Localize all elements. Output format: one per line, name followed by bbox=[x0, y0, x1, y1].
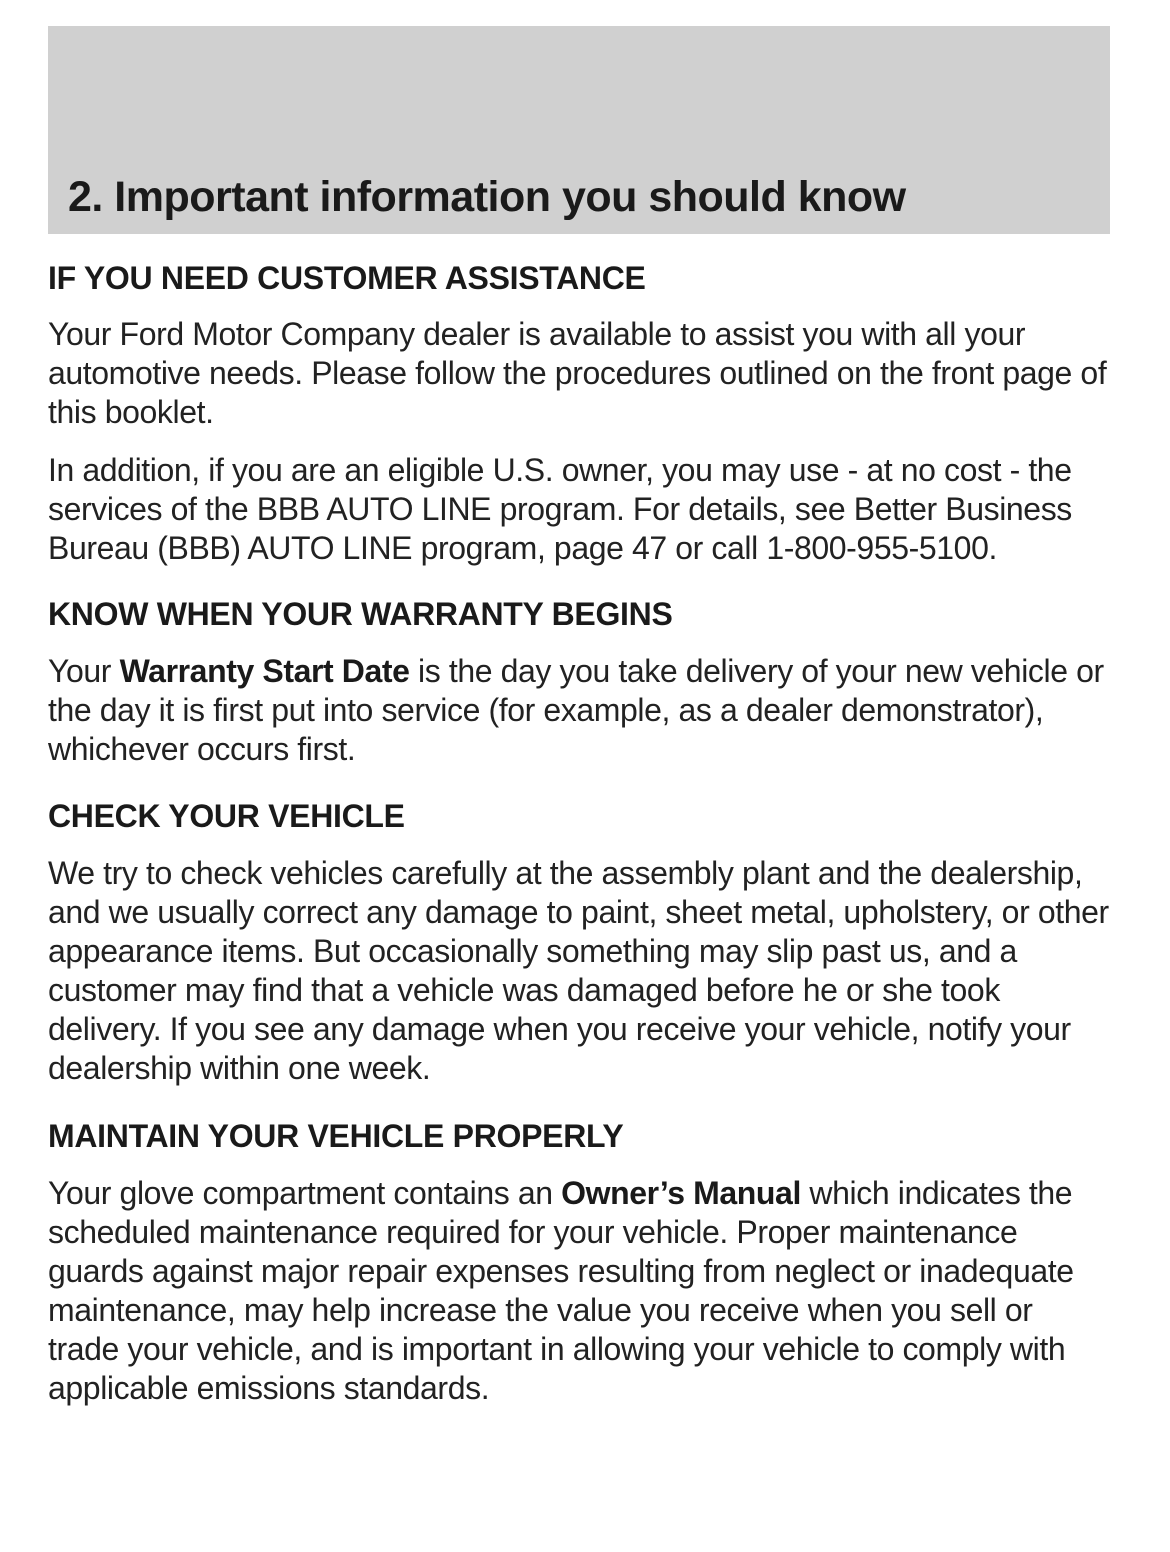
paragraph bbox=[48, 1174, 1110, 1408]
section-heading: IF YOU NEED CUSTOMER ASSISTANCE bbox=[48, 260, 646, 296]
section-check-vehicle bbox=[48, 796, 1110, 1088]
text-run: Your bbox=[48, 653, 120, 689]
emphasis-term: Warranty Start Date bbox=[119, 653, 410, 689]
text-run: Your glove compartment contains an bbox=[48, 1175, 562, 1211]
manual-page bbox=[48, 26, 1110, 1408]
emphasis-term: Owner’s Manual bbox=[561, 1175, 801, 1211]
section-maintain-vehicle bbox=[48, 1116, 1110, 1408]
section-customer-assistance bbox=[48, 258, 1110, 568]
section-heading: CHECK YOUR VEHICLE bbox=[48, 798, 405, 834]
paragraph: In addition, if you are an eligible U.S. owner, you may use - at no cost - the services of the BBB AUTO LINE program. For details, see Better Business Bureau (BBB) AUTO LINE program, page 47 or call 1-800-955-5100. bbox=[48, 452, 1072, 566]
section-heading: MAINTAIN YOUR VEHICLE PROPERLY bbox=[48, 1118, 624, 1154]
paragraph: We try to check vehicles carefully at the assembly plant and the dealership, and we usually correct any damage to paint, sheet metal, upholstery, or other appearance items. But occasionally something may slip past us, and a customer may find that a vehicle was damaged before he or she took delivery. If you see any damage when you receive your vehicle, notify your dealership within one week. bbox=[48, 855, 1109, 1086]
chapter-banner bbox=[48, 26, 1110, 234]
section-heading: KNOW WHEN YOUR WARRANTY BEGINS bbox=[48, 596, 673, 632]
paragraph bbox=[48, 652, 1110, 769]
text-run: which indicates the scheduled maintenance required for your vehicle. Proper maintenance guards against major repair expenses resulting from neglect or inadequate maintenance, may help increase the value you receive when you sell or trade your vehicle, and is important in allowing your vehicle to comply with applicable emissions standards. bbox=[48, 1175, 1074, 1406]
section-warranty-begins bbox=[48, 594, 1110, 769]
paragraph: Your Ford Motor Company dealer is available to assist you with all your automotive needs. Please follow the procedures outlined on the front page of this booklet. bbox=[48, 316, 1107, 430]
text-run: is the day you take delivery of your new vehicle or the day it is first put into service (for example, as a dealer demonstrator), whichever occurs first. bbox=[48, 653, 1104, 767]
chapter-title: 2. Important information you should know bbox=[68, 173, 906, 221]
